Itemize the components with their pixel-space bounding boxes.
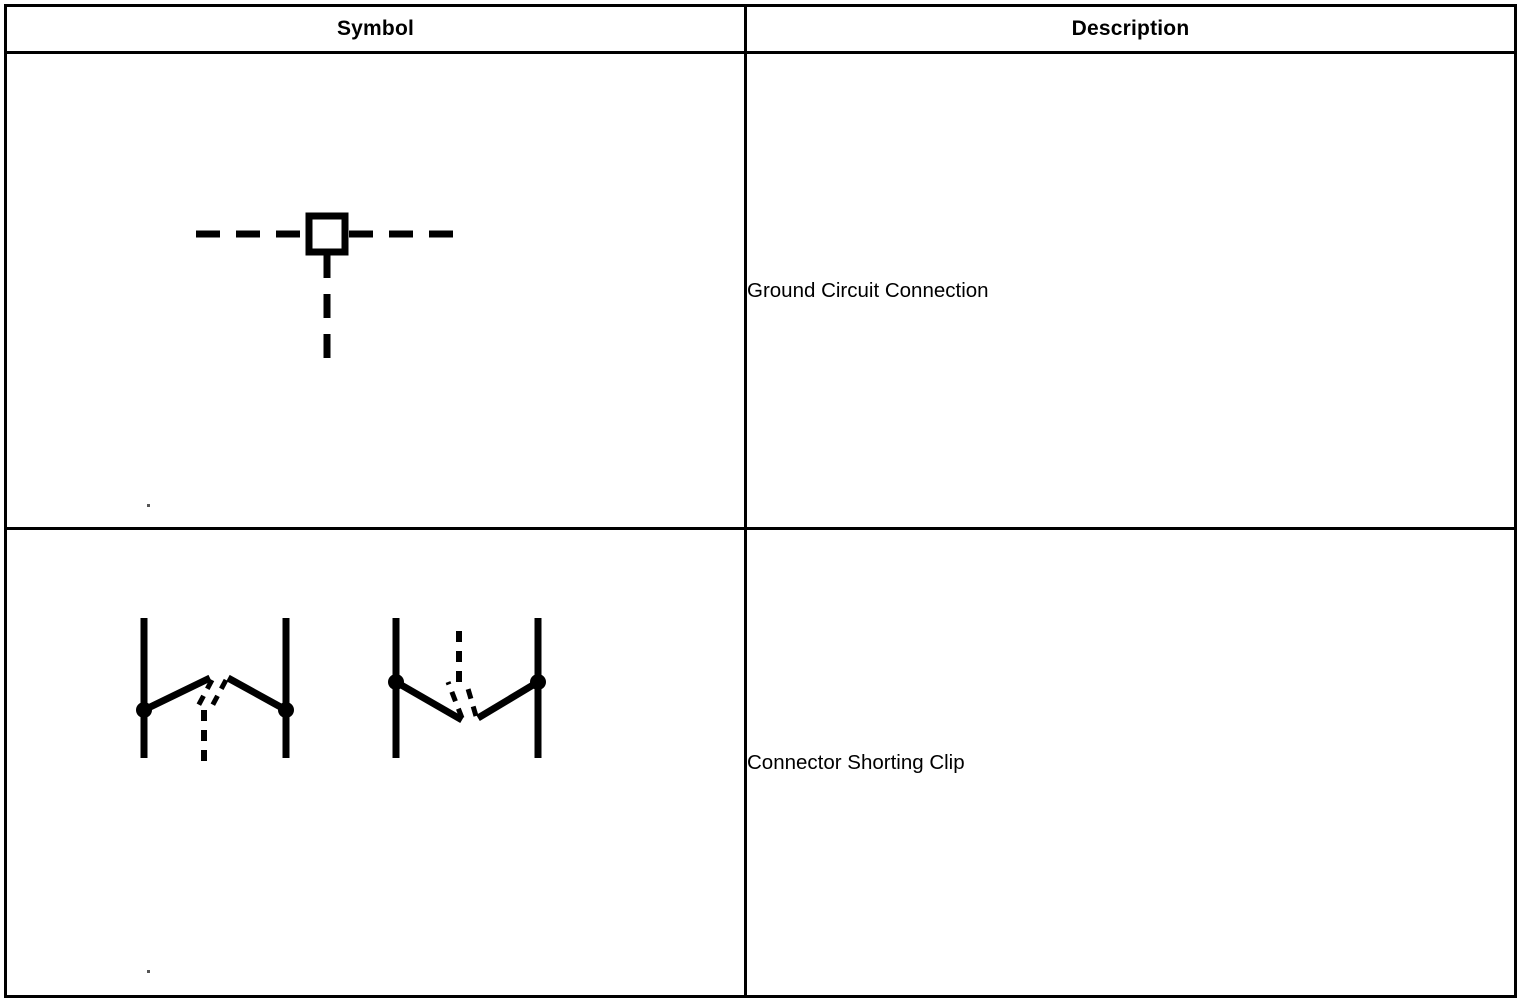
connector-shorting-clip-symbol xyxy=(7,530,744,995)
column-header-symbol: Symbol xyxy=(6,6,746,53)
ground-circuit-connection-symbol xyxy=(7,54,744,527)
column-header-description: Description xyxy=(746,6,1516,53)
ground-circuit-connection-symbol-cell xyxy=(6,53,746,529)
connector-shorting-clip-symbol-cell xyxy=(6,529,746,997)
page-speck xyxy=(147,970,150,973)
page-speck xyxy=(147,504,150,507)
table-row xyxy=(6,53,1516,529)
table-row xyxy=(6,529,1516,997)
symbol-legend-table xyxy=(4,4,1517,998)
connector-shorting-clip-description: Connector Shorting Clip xyxy=(746,529,1516,997)
table-header-row xyxy=(6,6,1516,53)
ground-circuit-connection-description: Ground Circuit Connection xyxy=(746,53,1516,529)
